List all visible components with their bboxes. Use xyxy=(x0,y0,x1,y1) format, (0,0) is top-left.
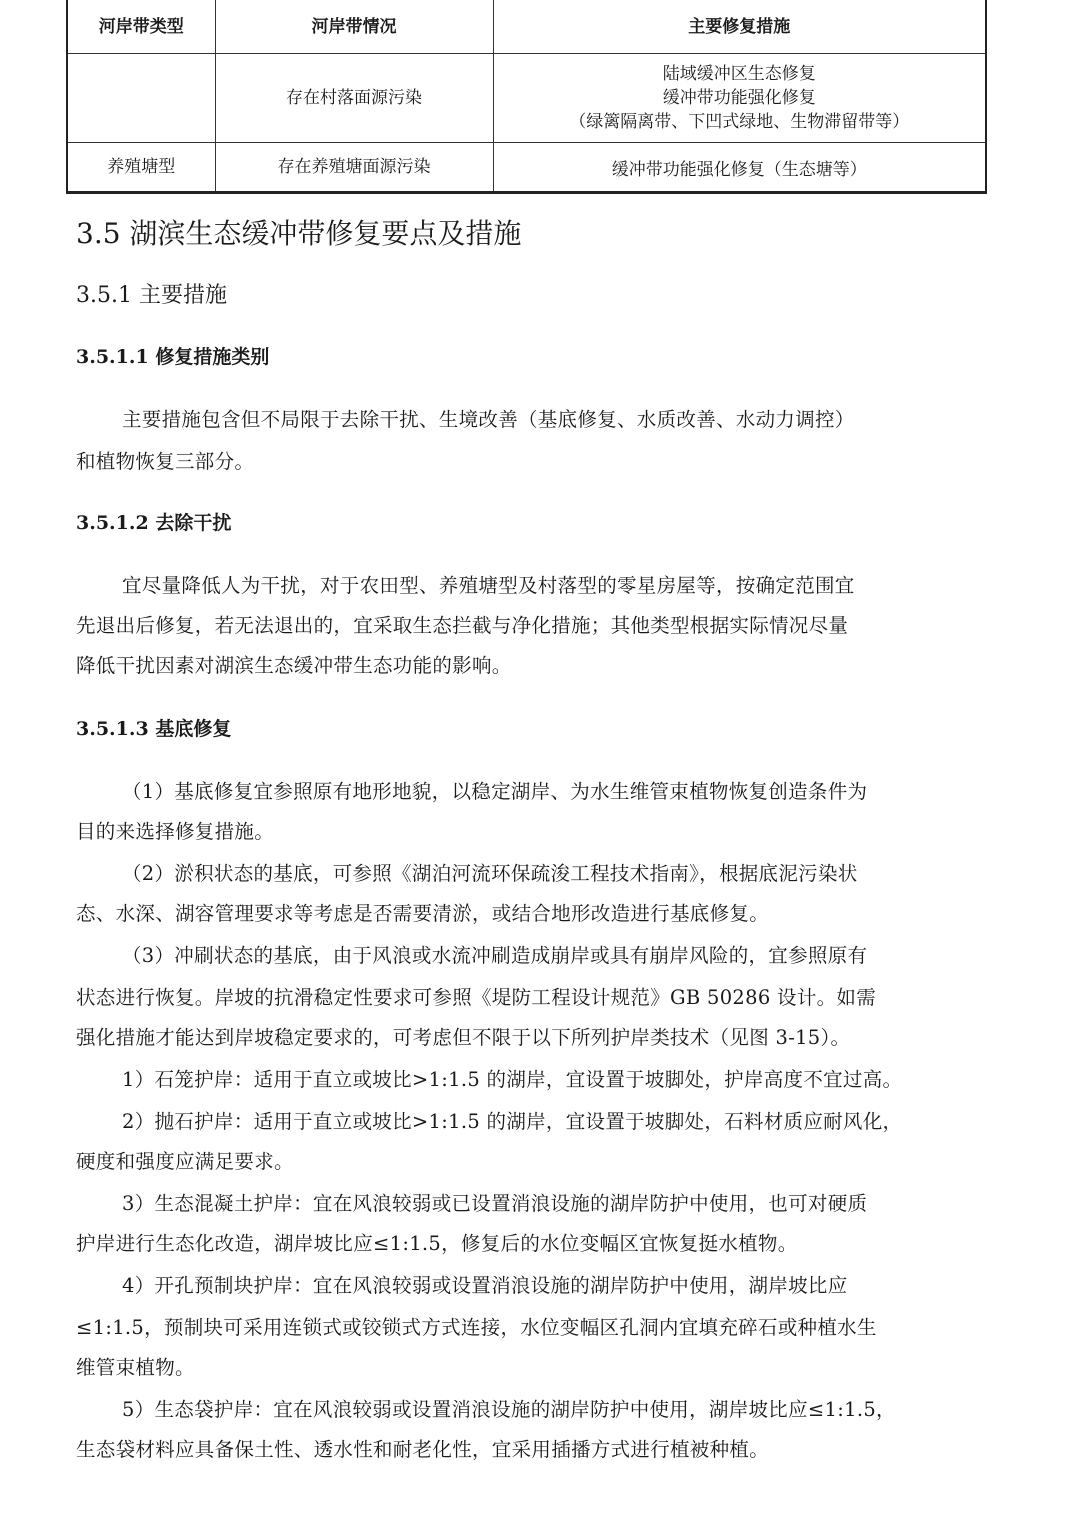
table-row xyxy=(67,54,986,143)
text-line: 宜尽量降低人为干扰，对于农田型、养殖塘型及村落型的零星房屋等，按确定范围宜 xyxy=(122,574,855,597)
subsection-title: 3.5.1 主要措施 xyxy=(76,283,227,308)
cell-measures xyxy=(493,143,986,193)
text-line: 强化措施才能达到岸坡稳定要求的，可考虑但不限于以下所列护岸类技术（见图 3-15）。 xyxy=(76,1026,851,1049)
text-line: 先退出后修复，若无法退出的，宜采取生态拦截与净化措施；其他类型根据实际情况尽量 xyxy=(76,614,849,637)
text-line: 维管束植物。 xyxy=(76,1356,195,1379)
text-line: 和植物恢复三部分。 xyxy=(76,450,255,473)
text-line: 3）生态混凝土护岸：宜在风浪较弱或已设置消浪设施的湖岸防护中使用，也可对硬质 xyxy=(122,1192,868,1215)
text-line: 降低干扰因素对湖滨生态缓冲带生态功能的影响。 xyxy=(76,654,512,677)
cell-type xyxy=(67,54,215,143)
text-line: 状态进行恢复。岸坡的抗滑稳定性要求可参照《堤防工程设计规范》GB 50286 设计。如需 xyxy=(76,986,877,1009)
text-line: （3）冲刷状态的基底，由于风浪或水流冲刷造成崩岸或具有崩岸风险的，宜参照原有 xyxy=(122,944,868,967)
heading-substrate-restoration: 3.5.1.3 基底修复 xyxy=(76,718,232,740)
section-title: 3.5 湖滨生态缓冲带修复要点及措施 xyxy=(76,217,522,250)
cell-type: 养殖塘型 xyxy=(67,143,215,193)
measure-line: （绿篱隔离带、下凹式绿地、生物滞留带等） xyxy=(569,112,910,132)
heading-measure-categories: 3.5.1.1 修复措施类别 xyxy=(76,346,270,368)
table-row xyxy=(67,143,986,193)
text-line: （2）淤积状态的基底，可参照《湖泊河流环保疏浚工程技术指南》，根据底泥污染状 xyxy=(122,862,858,885)
header-bank-type: 河岸带类型 xyxy=(67,0,215,54)
restoration-measures-table xyxy=(66,0,987,194)
measure-line: 缓冲带功能强化修复 xyxy=(662,88,816,108)
text-line: （1）基底修复宜参照原有地形地貌，以稳定湖岸、为水生维管束植物恢复创造条件为 xyxy=(122,780,868,803)
text-line: 1）石笼护岸：适用于直立或坡比>1:1.5 的湖岸，宜设置于坡脚处，护岸高度不宜过高。 xyxy=(122,1068,903,1091)
text-line: 目的来选择修复措施。 xyxy=(76,820,275,843)
text-line: ≤1:1.5，预制块可采用连锁式或铰锁式方式连接，水位变幅区孔洞内宜填充碎石或种植水生 xyxy=(76,1316,877,1339)
cell-measures xyxy=(493,54,986,143)
measure-line: 陆域缓冲区生态修复 xyxy=(662,64,816,84)
text-line: 4）开孔预制块护岸：宜在风浪较弱或设置消浪设施的湖岸防护中使用，湖岸坡比应 xyxy=(122,1274,848,1297)
header-main-measures: 主要修复措施 xyxy=(493,0,986,54)
text-line: 态、水深、湖容管理要求等考虑是否需要清淤，或结合地形改造进行基底修复。 xyxy=(76,902,770,925)
text-line: 5）生态袋护岸：宜在风浪较弱或设置消浪设施的湖岸防护中使用，湖岸坡比应≤1:1.5， xyxy=(122,1398,896,1421)
text-line: 护岸进行生态化改造，湖岸坡比应≤1:1.5，修复后的水位变幅区宜恢复挺水植物。 xyxy=(76,1232,798,1255)
text-line: 硬度和强度应满足要求。 xyxy=(76,1150,294,1173)
header-bank-situation: 河岸带情况 xyxy=(215,0,493,54)
text-line: 生态袋材料应具备保土性、透水性和耐老化性，宜采用插播方式进行植被种植。 xyxy=(76,1438,770,1461)
table-header-row xyxy=(67,0,986,54)
text-line: 主要措施包含但不局限于去除干扰、生境改善（基底修复、水质改善、水动力调控） xyxy=(122,408,855,431)
text-line: 2）抛石护岸：适用于直立或坡比>1:1.5 的湖岸，宜设置于坡脚处，石料材质应耐风化， xyxy=(122,1110,903,1133)
measure-line: 缓冲带功能强化修复（生态塘等） xyxy=(611,160,867,180)
cell-situation: 存在村落面源污染 xyxy=(215,54,493,143)
heading-remove-disturbance: 3.5.1.2 去除干扰 xyxy=(76,512,232,534)
cell-situation: 存在养殖塘面源污染 xyxy=(215,143,493,193)
